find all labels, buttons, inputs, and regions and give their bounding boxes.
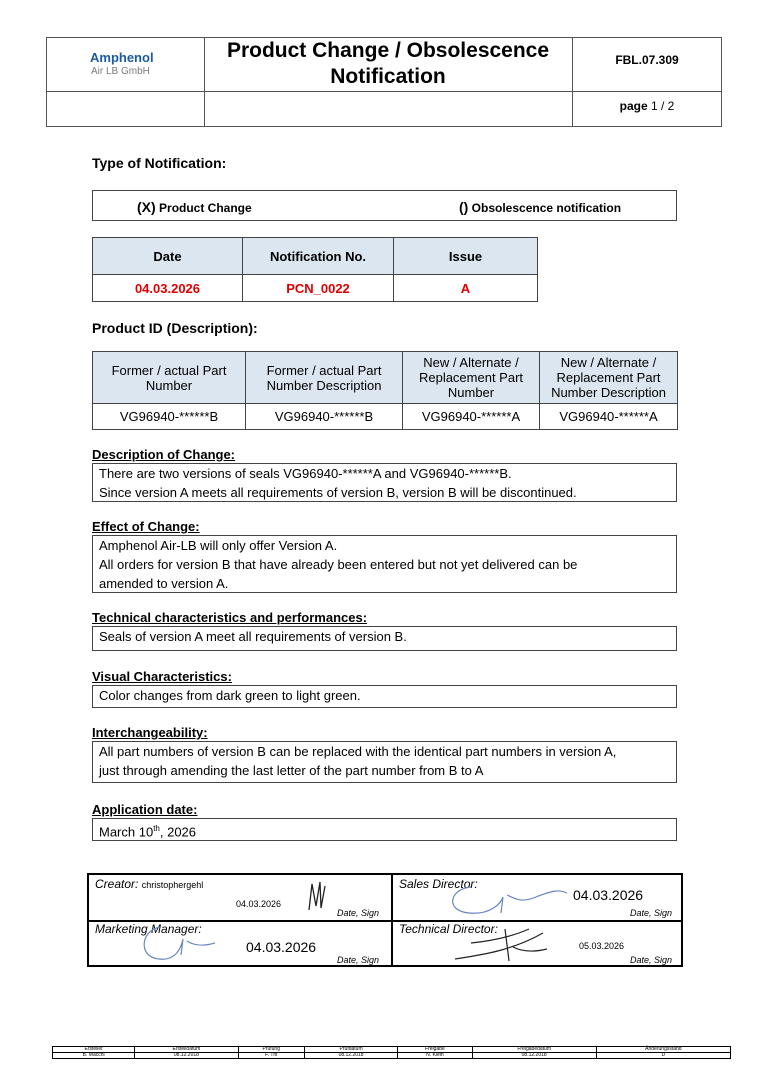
former-description: VG96940-******B <box>246 404 403 430</box>
footer-value: F. Thi <box>238 1053 304 1059</box>
footer-value: B. Macchi <box>53 1053 135 1059</box>
visual-box: Color changes from dark green to light green. <box>92 685 677 708</box>
application-heading: Application date: <box>92 802 198 817</box>
effect-box: Amphenol Air-LB will only offer Version A. All orders for version B that have already been entered but not yet delivered can be amended to version A. <box>92 535 677 593</box>
marketing-date: 04.03.2026 <box>246 939 317 955</box>
application-box: March 10th, 2026 <box>92 818 677 841</box>
header-former-part-number: Former / actual Part Number <box>93 352 246 404</box>
sales-signature <box>441 879 571 921</box>
former-part-number: VG96940-******B <box>93 404 246 430</box>
footer-header: Erstelldatum <box>135 1047 238 1053</box>
company-logo: Amphenol <box>90 50 154 65</box>
type-heading: Type of Notification: <box>92 155 227 171</box>
technical-date: 05.03.2026 <box>579 941 625 951</box>
marketing-signature <box>129 921 219 965</box>
new-description: VG96940-******A <box>540 404 678 430</box>
footer-table <box>52 1046 731 1059</box>
footer-header: Änderungsstand <box>596 1047 730 1053</box>
issue-value: A <box>394 275 538 302</box>
new-part-number: VG96940-******A <box>403 404 540 430</box>
notification-table <box>92 237 538 302</box>
creator-date: 04.03.2026 <box>236 899 282 909</box>
footer-header: Prüfdatum <box>304 1047 397 1053</box>
footer-value: 08.12.2018 <box>304 1053 397 1059</box>
creator-date-sign: Date, Sign <box>337 908 380 918</box>
technical-heading: Technical characteristics and performances: <box>92 610 368 625</box>
footer-header: Freigabe <box>398 1047 472 1053</box>
document-code: FBL.07.309 <box>615 53 679 67</box>
footer-header: Freigabedatum <box>472 1047 596 1053</box>
footer-header: Ersteller <box>53 1047 135 1053</box>
notification-no-value: PCN_0022 <box>243 275 394 302</box>
type-box <box>92 190 677 221</box>
footer-value: 08.12.2018 <box>135 1053 238 1059</box>
header-new-description: New / Alternate / Replacement Part Number Description <box>540 352 678 404</box>
creator-field: Creator: christophergehl <box>95 877 204 891</box>
technical-box: Seals of version A meet all requirements of version B. <box>92 626 677 651</box>
header-issue: Issue <box>394 238 538 275</box>
footer-value: N. Klein <box>398 1053 472 1059</box>
technical-date-sign: Date, Sign <box>630 955 673 965</box>
description-heading: Description of Change: <box>92 447 236 462</box>
date-value: 04.03.2026 <box>93 275 243 302</box>
technical-director-label: Technical Director: <box>399 922 498 936</box>
sales-date: 04.03.2026 <box>573 887 644 903</box>
sales-date-sign: Date, Sign <box>630 908 673 918</box>
footer-header: Prüfung <box>238 1047 304 1053</box>
header-new-part-number: New / Alternate / Replacement Part Number <box>403 352 540 404</box>
description-box: There are two versions of seals VG96940-******A and VG96940-******B. Since version A meets all requirements of version B, version B will be discontinued. <box>92 463 677 502</box>
header-date: Date <box>93 238 243 275</box>
header-former-description: Former / actual Part Number Description <box>246 352 403 404</box>
marketing-date-sign: Date, Sign <box>337 955 380 965</box>
technical-signature <box>451 921 551 965</box>
footer-value: D <box>596 1053 730 1059</box>
signature-box <box>87 873 683 967</box>
page-number: page 1 / 2 <box>619 99 675 113</box>
footer-value: 08.12.2018 <box>472 1053 596 1059</box>
product-id-heading: Product ID (Description): <box>92 320 258 336</box>
document-title: Product Change / Obsolescence Notification <box>226 39 550 88</box>
interchange-box: All part numbers of version B can be replaced with the identical part numbers in version A, just through amending the last letter of the part number from B to A <box>92 741 677 783</box>
sales-director-label: Sales Director: <box>399 877 478 891</box>
marketing-manager-label: Marketing Manager: <box>95 922 202 936</box>
header-notification-no: Notification No. <box>243 238 394 275</box>
obsolescence-option: () Obsolescence notification <box>459 199 622 215</box>
product-change-option: (X) Product Change <box>137 199 252 215</box>
interchange-heading: Interchangeability: <box>92 725 208 740</box>
creator-signature <box>303 878 329 914</box>
company-logo-subtitle: Air LB GmbH <box>91 66 150 77</box>
product-id-table <box>92 351 678 430</box>
effect-heading: Effect of Change: <box>92 519 200 534</box>
visual-heading: Visual Characteristics: <box>92 669 232 684</box>
